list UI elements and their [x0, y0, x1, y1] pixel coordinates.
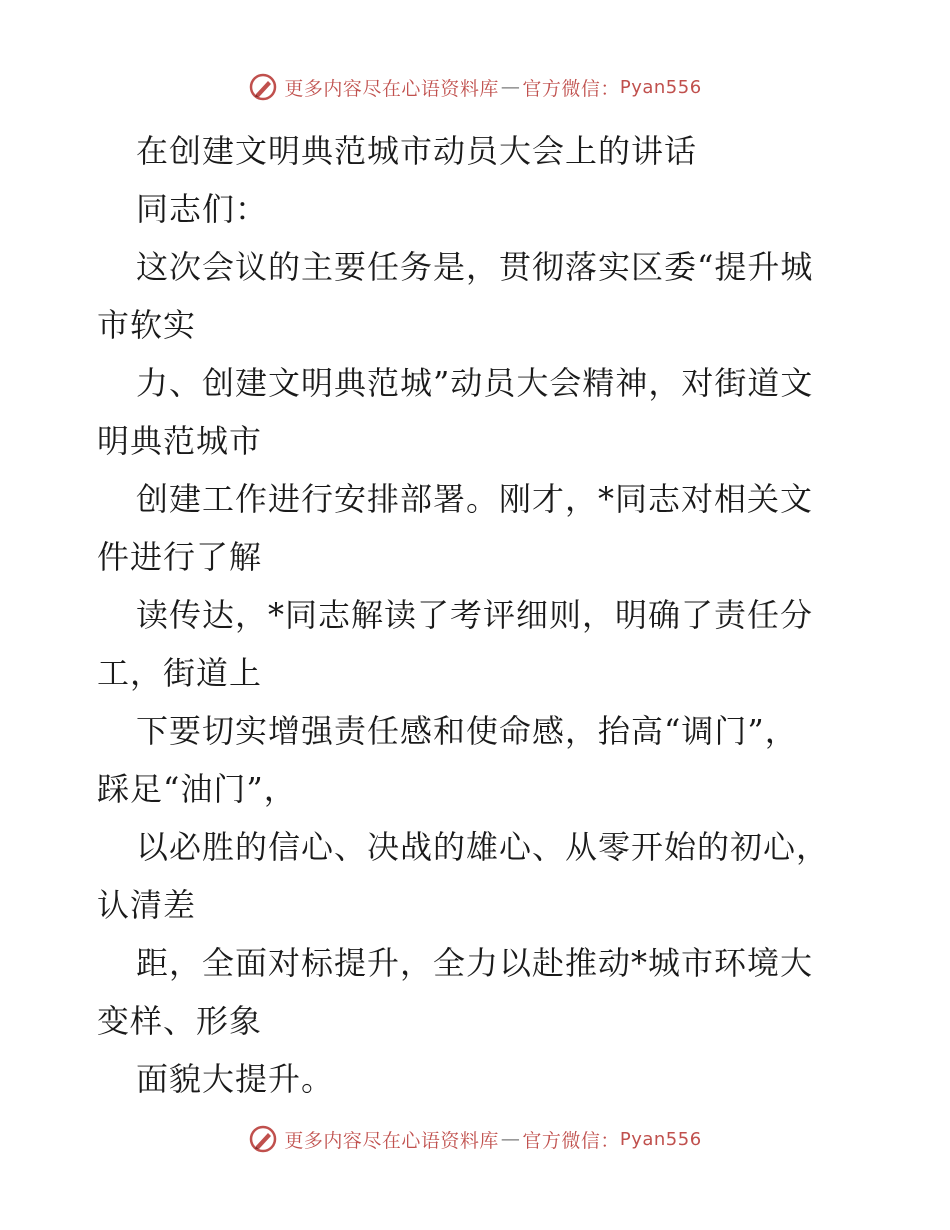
document-body — [97, 122, 857, 1108]
watermark-text: 更多内容尽在心语资料库 — [284, 1129, 499, 1152]
footer-watermark — [0, 1124, 950, 1154]
text-line: 以必胜的信心、决战的雄心、从零开始的初心， — [136, 828, 830, 866]
text-line: 踩足“油门”， — [97, 770, 297, 808]
pen-logo-icon — [248, 72, 278, 102]
pen-logo-icon — [248, 1124, 278, 1154]
text-line: 读传达，*同志解读了考评细则，明确了责任分 — [136, 596, 814, 634]
header-watermark — [0, 72, 950, 102]
watermark-separator: — — [500, 76, 521, 98]
text-line: 面貌大提升。 — [136, 1060, 335, 1098]
text-line: 明典范城市 — [97, 422, 263, 460]
watermark-handle: Pyan556 — [619, 76, 702, 98]
watermark-label: 官方微信： — [522, 1129, 620, 1152]
salutation: 同志们： — [136, 190, 269, 228]
text-line: 这次会议的主要任务是，贯彻落实区委“提升城 — [136, 248, 814, 286]
watermark-label: 官方微信： — [522, 77, 620, 100]
text-line: 下要切实增强责任感和使命感，抬高“调门”， — [136, 712, 798, 750]
document-title: 在创建文明典范城市动员大会上的讲话 — [136, 132, 698, 170]
text-line: 认清差 — [97, 886, 197, 924]
text-line: 力、创建文明典范城”动员大会精神，对街道文 — [136, 364, 814, 402]
watermark-handle: Pyan556 — [619, 1128, 702, 1150]
text-line: 市软实 — [97, 306, 197, 344]
watermark-separator: — — [500, 1128, 521, 1150]
text-line: 创建工作进行安排部署。刚才，*同志对相关文 — [136, 480, 814, 518]
watermark-text: 更多内容尽在心语资料库 — [284, 77, 499, 100]
text-line: 工，街道上 — [97, 654, 263, 692]
text-line: 变样、形象 — [97, 1002, 263, 1040]
text-line: 件进行了解 — [97, 538, 263, 576]
text-line: 距，全面对标提升，全力以赴推动*城市环境大 — [136, 944, 814, 982]
